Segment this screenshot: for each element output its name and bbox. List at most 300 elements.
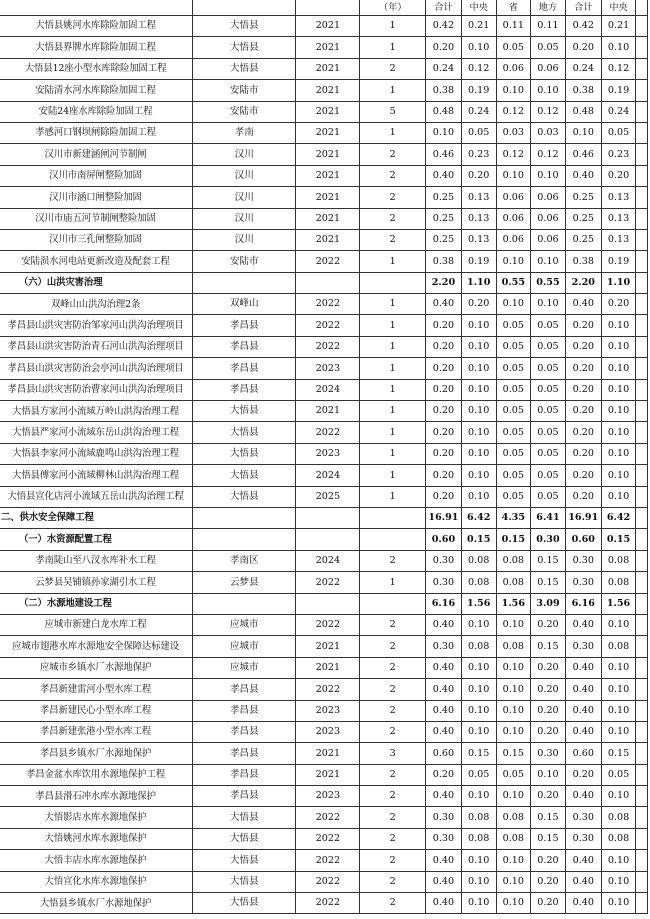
central2-cell: 0.08 — [601, 572, 636, 593]
total-cell: 0.25 — [426, 229, 462, 250]
table-row — [0, 251, 648, 272]
year-cell: 2023 — [296, 443, 360, 464]
local-cell: 0.15 — [531, 550, 566, 571]
edge-cell — [636, 572, 648, 593]
location-cell: 孝昌县 — [193, 315, 296, 336]
central-cell: 0.10 — [461, 37, 496, 58]
total2-cell: 0.40 — [565, 700, 601, 721]
central-cell: 0.10 — [461, 486, 496, 507]
central-cell: 0.10 — [461, 893, 496, 914]
central2-cell: 0.08 — [601, 807, 636, 828]
local-cell: 0.15 — [531, 572, 566, 593]
total2-cell: 0.20 — [565, 422, 601, 443]
table-row — [0, 871, 648, 892]
edge-cell — [636, 593, 648, 614]
total-cell: 0.24 — [426, 58, 462, 79]
total2-cell: 0.40 — [565, 871, 601, 892]
edge-cell — [636, 251, 648, 272]
count-cell — [360, 272, 426, 293]
project-name-cell: 大悟丰店水库水源地保护 — [0, 850, 193, 871]
central-cell: 0.10 — [461, 721, 496, 742]
province-cell: 0.55 — [496, 272, 531, 293]
location-cell: 孝昌县 — [193, 700, 296, 721]
total2-cell: 0.40 — [565, 786, 601, 807]
location-cell: 大悟县 — [193, 465, 296, 486]
central2-cell: 0.05 — [601, 764, 636, 785]
total-cell: 0.40 — [426, 614, 462, 635]
local-cell: 0.30 — [531, 529, 566, 550]
section-row — [0, 593, 648, 614]
central2-cell: 0.10 — [601, 37, 636, 58]
count-cell: 1 — [360, 358, 426, 379]
total-cell: 0.40 — [426, 165, 462, 186]
local-cell: 6.41 — [531, 507, 566, 528]
total-cell: 0.46 — [426, 144, 462, 165]
project-name-cell: （二）水源地建设工程 — [0, 593, 193, 614]
total2-cell: 0.46 — [565, 144, 601, 165]
table-row — [0, 294, 648, 315]
table-row — [0, 229, 648, 250]
project-name-cell: 孝昌县山洪灾害防治会亭河山洪沟治理项目 — [0, 358, 193, 379]
local-cell: 0.03 — [531, 122, 566, 143]
year-cell: 2022 — [296, 871, 360, 892]
header-cell — [296, 0, 360, 16]
year-cell: 2021 — [296, 764, 360, 785]
central2-cell: 0.13 — [601, 229, 636, 250]
edge-cell — [636, 529, 648, 550]
total2-cell: 0.20 — [565, 443, 601, 464]
total2-cell: 0.38 — [565, 251, 601, 272]
province-cell: 1.56 — [496, 593, 531, 614]
project-name-cell: 大悟县严家河小流域东岳山洪沟治理工程 — [0, 422, 193, 443]
central-cell: 0.08 — [461, 828, 496, 849]
year-cell: 2021 — [296, 657, 360, 678]
location-cell: 大悟县 — [193, 893, 296, 914]
province-cell: 0.12 — [496, 144, 531, 165]
count-cell: 1 — [360, 294, 426, 315]
year-cell: 2023 — [296, 786, 360, 807]
count-cell: 2 — [360, 786, 426, 807]
local-cell: 0.20 — [531, 657, 566, 678]
edge-cell — [636, 294, 648, 315]
local-cell: 0.05 — [531, 401, 566, 422]
province-cell: 0.08 — [496, 572, 531, 593]
total-cell: 0.30 — [426, 572, 462, 593]
table-row — [0, 122, 648, 143]
count-cell: 5 — [360, 101, 426, 122]
count-cell: 2 — [360, 828, 426, 849]
location-cell: 大悟县 — [193, 37, 296, 58]
project-name-cell: 安陆清水河水库除险加固工程 — [0, 80, 193, 101]
province-cell: 0.11 — [496, 16, 531, 37]
central2-cell: 0.10 — [601, 657, 636, 678]
location-cell: 汉川 — [193, 165, 296, 186]
total2-cell: 0.25 — [565, 229, 601, 250]
year-cell — [296, 272, 360, 293]
year-cell: 2022 — [296, 422, 360, 443]
total2-cell: 0.48 — [565, 101, 601, 122]
location-cell: 孝南 — [193, 122, 296, 143]
project-name-cell: 大悟影店水库水源地保护 — [0, 807, 193, 828]
province-cell: 0.08 — [496, 550, 531, 571]
central-cell: 0.10 — [461, 443, 496, 464]
province-cell: 0.10 — [496, 294, 531, 315]
central-cell: 0.10 — [461, 422, 496, 443]
total-cell: 0.20 — [426, 465, 462, 486]
year-cell: 2022 — [296, 572, 360, 593]
table-row — [0, 401, 648, 422]
project-name-cell: 大悟县姚河水库除险加固工程 — [0, 16, 193, 37]
edge-cell — [636, 807, 648, 828]
local-cell: 0.12 — [531, 101, 566, 122]
local-cell: 0.20 — [531, 614, 566, 635]
central-cell: 0.08 — [461, 636, 496, 657]
location-cell: 孝昌县 — [193, 379, 296, 400]
header-cell: 中央 — [601, 0, 636, 16]
local-cell: 3.09 — [531, 593, 566, 614]
edge-cell — [636, 721, 648, 742]
central2-cell: 0.10 — [601, 614, 636, 635]
project-name-cell: 安陆涢水河电站更新改造及配套工程 — [0, 251, 193, 272]
central2-cell: 1.10 — [601, 272, 636, 293]
total-cell: 0.40 — [426, 700, 462, 721]
year-cell: 2021 — [296, 743, 360, 764]
location-cell: 孝昌县 — [193, 743, 296, 764]
year-cell — [296, 529, 360, 550]
local-cell: 0.10 — [531, 165, 566, 186]
total-cell: 6.16 — [426, 593, 462, 614]
project-name-cell: 孝昌县山洪灾害防治曹家河山洪沟治理项目 — [0, 379, 193, 400]
central2-cell: 0.08 — [601, 550, 636, 571]
table-row — [0, 807, 648, 828]
central2-cell: 0.15 — [601, 743, 636, 764]
province-cell: 0.05 — [496, 443, 531, 464]
central-cell: 0.10 — [461, 465, 496, 486]
local-cell: 0.10 — [531, 80, 566, 101]
total2-cell: 0.38 — [565, 80, 601, 101]
total2-cell: 0.20 — [565, 358, 601, 379]
edge-cell — [636, 101, 648, 122]
central-cell: 0.24 — [461, 101, 496, 122]
count-cell: 2 — [360, 850, 426, 871]
table-row — [0, 486, 648, 507]
edge-cell — [636, 871, 648, 892]
table-row — [0, 614, 648, 635]
section-row — [0, 272, 648, 293]
province-cell: 0.05 — [496, 379, 531, 400]
total2-cell: 0.40 — [565, 614, 601, 635]
central2-cell: 0.10 — [601, 336, 636, 357]
count-cell: 2 — [360, 229, 426, 250]
total2-cell: 0.20 — [565, 486, 601, 507]
province-cell: 0.05 — [496, 486, 531, 507]
local-cell: 0.05 — [531, 379, 566, 400]
total-cell: 0.42 — [426, 16, 462, 37]
year-cell: 2022 — [296, 315, 360, 336]
edge-cell — [636, 443, 648, 464]
total-cell: 0.40 — [426, 679, 462, 700]
central2-cell: 0.15 — [601, 529, 636, 550]
total-cell: 0.20 — [426, 401, 462, 422]
edge-cell — [636, 358, 648, 379]
central-cell: 0.05 — [461, 122, 496, 143]
central-cell: 0.10 — [461, 336, 496, 357]
edge-cell — [636, 187, 648, 208]
edge-cell — [636, 764, 648, 785]
total-cell: 0.40 — [426, 294, 462, 315]
year-cell: 2022 — [296, 614, 360, 635]
location-cell: 安陆市 — [193, 251, 296, 272]
central2-cell: 0.10 — [601, 786, 636, 807]
year-cell: 2021 — [296, 122, 360, 143]
location-cell: 安陆市 — [193, 80, 296, 101]
province-cell: 0.05 — [496, 336, 531, 357]
edge-cell — [636, 336, 648, 357]
year-cell: 2024 — [296, 379, 360, 400]
total-cell: 0.20 — [426, 315, 462, 336]
table-row — [0, 358, 648, 379]
count-cell: 1 — [360, 122, 426, 143]
project-name-cell: 汉川市三孔闸整险加固 — [0, 229, 193, 250]
central2-cell: 0.23 — [601, 144, 636, 165]
header-cell — [193, 0, 296, 16]
province-cell: 0.05 — [496, 422, 531, 443]
table-row — [0, 80, 648, 101]
location-cell: 大悟县 — [193, 486, 296, 507]
total-cell: 0.60 — [426, 743, 462, 764]
central-cell: 0.21 — [461, 16, 496, 37]
table-row — [0, 16, 648, 37]
central2-cell: 0.12 — [601, 58, 636, 79]
central2-cell: 0.10 — [601, 422, 636, 443]
total-cell: 0.20 — [426, 379, 462, 400]
project-name-cell: 孝昌县山洪灾害防治青石河山洪沟治理项目 — [0, 336, 193, 357]
edge-cell — [636, 486, 648, 507]
edge-cell — [636, 80, 648, 101]
count-cell: 2 — [360, 657, 426, 678]
central2-cell: 0.13 — [601, 208, 636, 229]
total-cell: 0.20 — [426, 358, 462, 379]
table-row — [0, 828, 648, 849]
count-cell: 2 — [360, 700, 426, 721]
local-cell: 0.05 — [531, 465, 566, 486]
local-cell: 0.20 — [531, 721, 566, 742]
count-cell — [360, 507, 426, 528]
local-cell: 0.05 — [531, 336, 566, 357]
total-cell: 0.40 — [426, 850, 462, 871]
local-cell: 0.05 — [531, 443, 566, 464]
local-cell: 0.05 — [531, 37, 566, 58]
central2-cell: 0.19 — [601, 251, 636, 272]
local-cell: 0.15 — [531, 807, 566, 828]
province-cell: 0.10 — [496, 786, 531, 807]
central2-cell: 0.10 — [601, 443, 636, 464]
central2-cell: 0.08 — [601, 636, 636, 657]
table-row — [0, 165, 648, 186]
total2-cell: 0.24 — [565, 58, 601, 79]
central-cell: 0.10 — [461, 657, 496, 678]
local-cell: 0.20 — [531, 700, 566, 721]
province-cell: 0.10 — [496, 679, 531, 700]
edge-cell — [636, 58, 648, 79]
location-cell: 汉川 — [193, 144, 296, 165]
central2-cell: 1.56 — [601, 593, 636, 614]
total2-cell: 0.42 — [565, 16, 601, 37]
local-cell: 0.55 — [531, 272, 566, 293]
total2-cell: 0.20 — [565, 401, 601, 422]
local-cell: 0.12 — [531, 144, 566, 165]
local-cell: 0.06 — [531, 187, 566, 208]
total2-cell: 0.30 — [565, 807, 601, 828]
location-cell: 云梦县 — [193, 572, 296, 593]
total-cell: 2.20 — [426, 272, 462, 293]
province-cell: 0.10 — [496, 614, 531, 635]
year-cell — [296, 507, 360, 528]
total2-cell: 0.60 — [565, 743, 601, 764]
project-name-cell: 孝感河口钢坝闸除险加固工程 — [0, 122, 193, 143]
location-cell: 大悟县 — [193, 16, 296, 37]
edge-cell — [636, 422, 648, 443]
count-cell: 2 — [360, 550, 426, 571]
count-cell: 2 — [360, 807, 426, 828]
year-cell: 2022 — [296, 251, 360, 272]
total-cell: 0.40 — [426, 721, 462, 742]
table-row — [0, 721, 648, 742]
total-cell: 0.10 — [426, 122, 462, 143]
central2-cell: 0.10 — [601, 358, 636, 379]
total-cell: 0.20 — [426, 422, 462, 443]
table-row — [0, 187, 648, 208]
location-cell: 孝昌县 — [193, 721, 296, 742]
project-name-cell: 应城市新建白龙水库工程 — [0, 614, 193, 635]
project-name-cell: 大悟县乡镇水厂水源地保护 — [0, 893, 193, 914]
total-cell: 0.48 — [426, 101, 462, 122]
central-cell: 6.42 — [461, 507, 496, 528]
central2-cell: 0.05 — [601, 122, 636, 143]
section-row — [0, 507, 648, 528]
total2-cell: 0.10 — [565, 122, 601, 143]
location-cell: 大悟县 — [193, 807, 296, 828]
table-row — [0, 743, 648, 764]
province-cell: 0.06 — [496, 208, 531, 229]
location-cell: 大悟县 — [193, 58, 296, 79]
table-row — [0, 700, 648, 721]
central-cell: 0.15 — [461, 743, 496, 764]
province-cell: 0.06 — [496, 58, 531, 79]
header-cell: 地方 — [531, 0, 566, 16]
table-row — [0, 657, 648, 678]
count-cell: 2 — [360, 187, 426, 208]
central-cell: 0.10 — [461, 679, 496, 700]
local-cell: 0.05 — [531, 486, 566, 507]
count-cell: 2 — [360, 764, 426, 785]
count-cell — [360, 593, 426, 614]
total-cell: 0.20 — [426, 37, 462, 58]
year-cell: 2022 — [296, 294, 360, 315]
total2-cell: 0.25 — [565, 208, 601, 229]
central-cell: 0.10 — [461, 850, 496, 871]
year-cell: 2021 — [296, 165, 360, 186]
location-cell: 应城市 — [193, 614, 296, 635]
total2-cell: 0.40 — [565, 850, 601, 871]
count-cell: 2 — [360, 144, 426, 165]
project-name-cell: 孝昌县乡镇水厂水源地保护 — [0, 743, 193, 764]
project-name-cell: 孝昌新建张港小型水库工程 — [0, 721, 193, 742]
count-cell: 2 — [360, 58, 426, 79]
total2-cell: 0.30 — [565, 550, 601, 571]
location-cell: 大悟县 — [193, 443, 296, 464]
edge-cell — [636, 379, 648, 400]
count-cell: 3 — [360, 743, 426, 764]
central-cell: 0.10 — [461, 379, 496, 400]
province-cell: 0.05 — [496, 764, 531, 785]
central-cell: 0.13 — [461, 229, 496, 250]
year-cell: 2022 — [296, 850, 360, 871]
central-cell: 1.56 — [461, 593, 496, 614]
central2-cell: 0.10 — [601, 700, 636, 721]
year-cell: 2025 — [296, 486, 360, 507]
table-row — [0, 315, 648, 336]
location-cell: 孝昌县 — [193, 358, 296, 379]
total2-cell: 16.91 — [565, 507, 601, 528]
province-cell: 0.10 — [496, 893, 531, 914]
province-cell: 0.08 — [496, 636, 531, 657]
table-row — [0, 101, 648, 122]
count-cell: 1 — [360, 465, 426, 486]
central-cell: 1.10 — [461, 272, 496, 293]
project-name-cell: 二、供水安全保障工程 — [0, 507, 193, 528]
project-name-cell: 大悟姚河水库水源地保护 — [0, 828, 193, 849]
local-cell: 0.05 — [531, 358, 566, 379]
total2-cell: 0.30 — [565, 636, 601, 657]
central-cell: 0.10 — [461, 871, 496, 892]
total2-cell: 0.20 — [565, 37, 601, 58]
total-cell: 0.20 — [426, 336, 462, 357]
location-cell: 孝昌县 — [193, 786, 296, 807]
total-cell: 0.30 — [426, 828, 462, 849]
central2-cell: 0.10 — [601, 679, 636, 700]
total-cell: 0.20 — [426, 486, 462, 507]
project-name-cell: 应城市乡镇水厂水源地保护 — [0, 657, 193, 678]
local-cell: 0.20 — [531, 850, 566, 871]
central-cell: 0.08 — [461, 550, 496, 571]
total-cell: 0.30 — [426, 807, 462, 828]
central2-cell: 0.21 — [601, 16, 636, 37]
project-name-cell: 汉川市涵口闸整险加固 — [0, 187, 193, 208]
total-cell: 0.40 — [426, 657, 462, 678]
year-cell: 2024 — [296, 550, 360, 571]
edge-cell — [636, 893, 648, 914]
header-cell: 合计 — [426, 0, 462, 16]
location-cell — [193, 507, 296, 528]
year-cell: 2022 — [296, 893, 360, 914]
edge-cell — [636, 165, 648, 186]
central2-cell: 0.20 — [601, 165, 636, 186]
total2-cell: 0.20 — [565, 379, 601, 400]
local-cell: 0.05 — [531, 422, 566, 443]
count-cell: 1 — [360, 443, 426, 464]
central-cell: 0.10 — [461, 315, 496, 336]
edge-cell — [636, 786, 648, 807]
table-row — [0, 636, 648, 657]
count-cell: 1 — [360, 16, 426, 37]
table-row — [0, 208, 648, 229]
local-cell: 0.20 — [531, 893, 566, 914]
central2-cell: 0.19 — [601, 80, 636, 101]
year-cell: 2023 — [296, 700, 360, 721]
province-cell: 0.10 — [496, 80, 531, 101]
location-cell: 孝昌县 — [193, 336, 296, 357]
